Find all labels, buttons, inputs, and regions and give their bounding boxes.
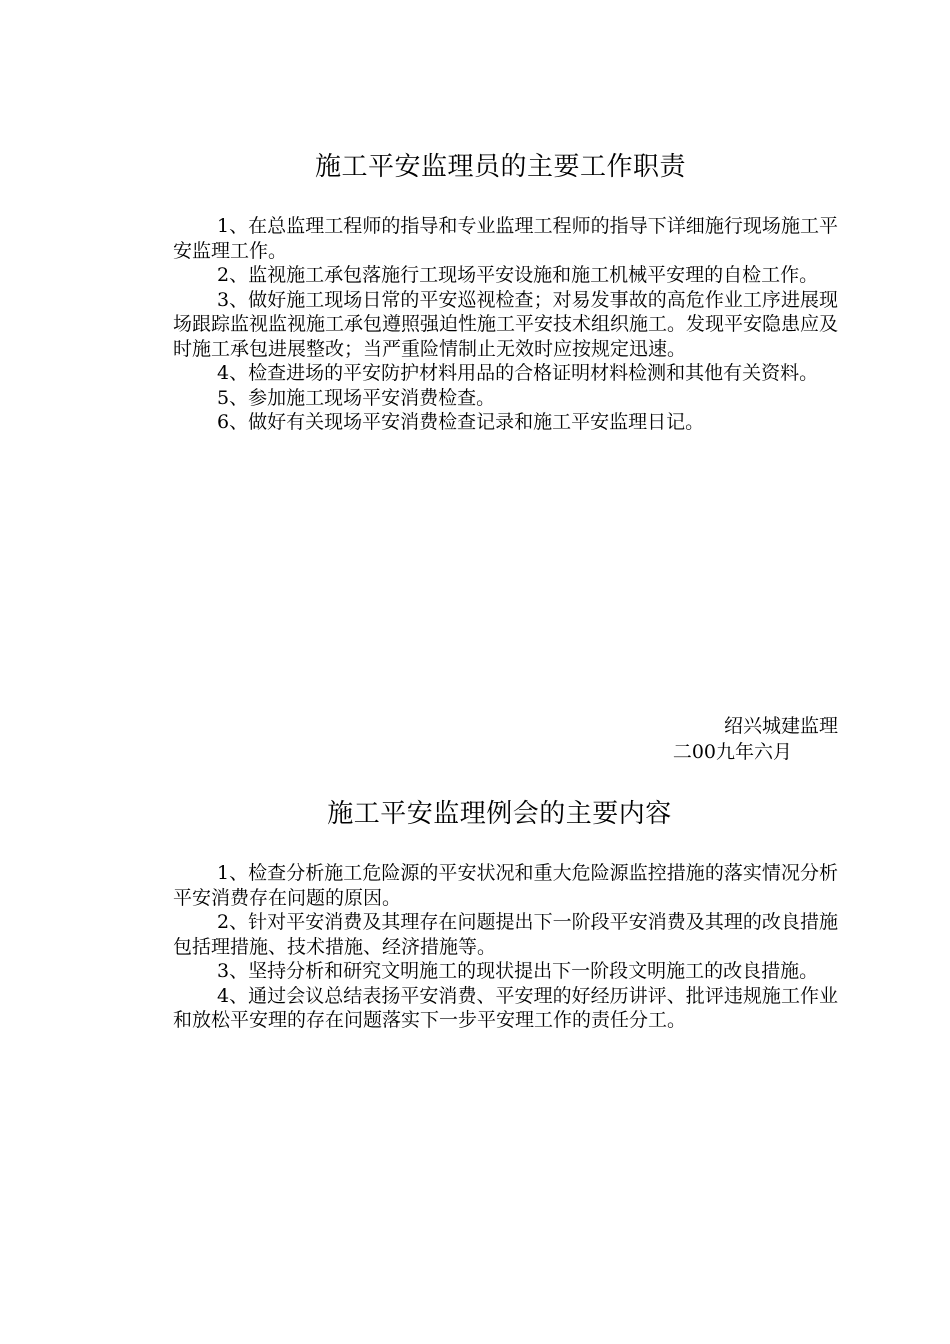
paragraph-item: 4、通过会议总结表扬平安消费、平安理的好经历讲评、批评违规施工作业和放松平安理的存在问题落实下一步平安理工作的责任分工。 xyxy=(173,984,838,1031)
paragraph-item: 5、参加施工现场平安消费检查。 xyxy=(217,386,496,409)
paragraph-item: 1、在总监理工程师的指导和专业监理工程师的指导下详细施行现场施工平安监理工作。 xyxy=(173,215,838,262)
paragraph-item: 6、做好有关现场平安消费检查记录和施工平安监理日记。 xyxy=(217,411,705,433)
signature-block xyxy=(600,713,838,765)
section-title: 施工平安监理员的主要工作职责 xyxy=(314,152,686,182)
section-meeting-content xyxy=(173,797,838,1033)
paragraph-item: 1、检查分析施工危险源的平安状况和重大危险源监控措施的落实情况分析平安消费存在问题的原因。 xyxy=(173,862,838,909)
paragraph-item: 4、检查进场的平安防护材料用品的合格证明材料检测和其他有关资料。 xyxy=(217,362,819,384)
section-body xyxy=(173,861,838,1033)
paragraph-item: 3、做好施工现场日常的平安巡视检查；对易发事故的高危作业工序进展现场跟踪监视监视施工承包遵照强迫性施工平安技术组织施工。发现平安隐患应及时施工承包进展整改；当严重险情制止无效时应按规定迅速。 xyxy=(173,288,839,360)
paragraph-item: 3、坚持分析和研究文明施工的现状提出下一阶段文明施工的改良措施。 xyxy=(217,960,819,982)
paragraph-item: 2、监视施工承包落施行工现场平安设施和施工机械平安理的自检工作。 xyxy=(217,264,819,286)
signature-organization: 绍兴城建监理 xyxy=(723,715,838,737)
section-body xyxy=(173,214,838,435)
signature-date: 二00九年六月 xyxy=(672,741,792,763)
section-responsibilities xyxy=(173,150,838,435)
paragraph-item: 2、针对平安消费及其理存在问题提出下一阶段平安消费及其理的改良措施包括理措施、技术措施、经济措施等。 xyxy=(173,911,838,958)
section-title: 施工平安监理例会的主要内容 xyxy=(327,799,672,829)
